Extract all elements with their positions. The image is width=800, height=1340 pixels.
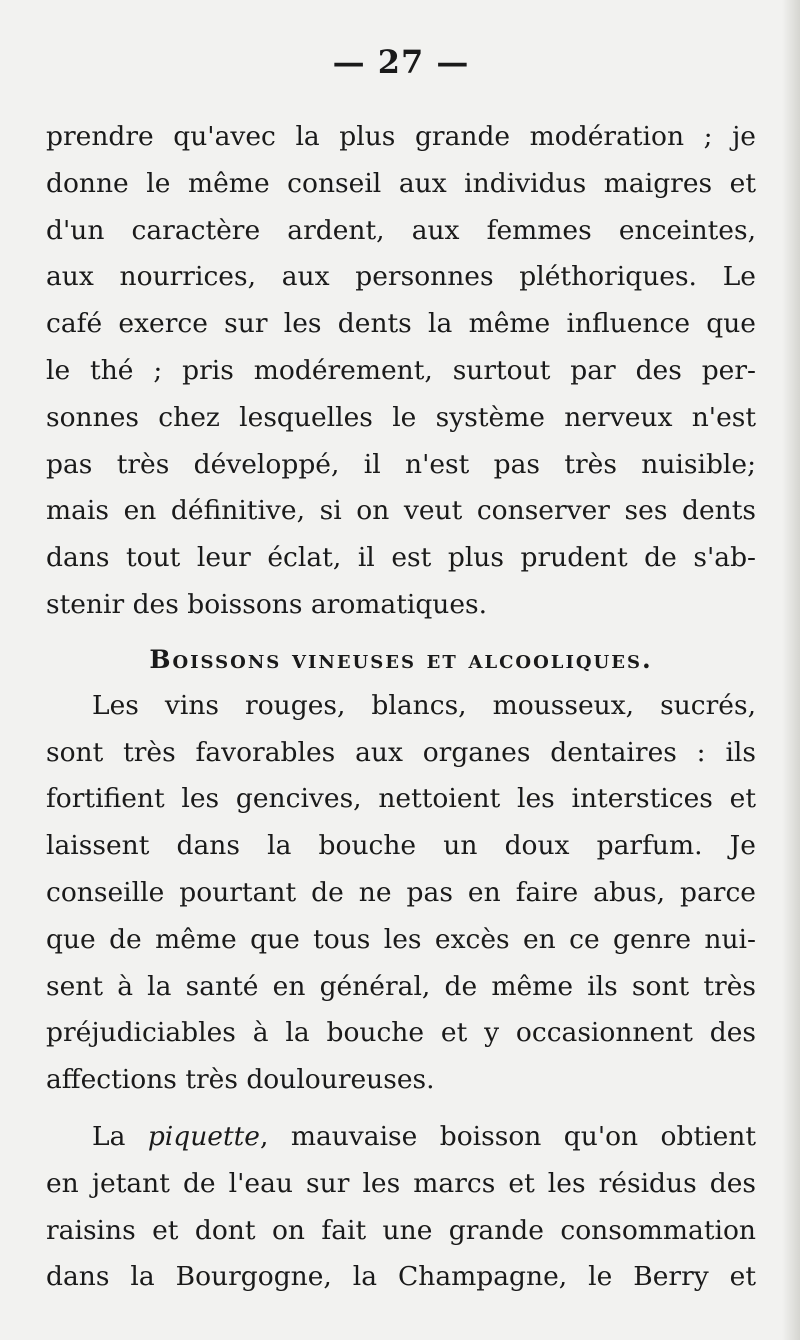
text-line: sent à la santé en général, de même ils sont très [46,970,756,1002]
text-line: café exerce sur les dents la même influence que [46,308,756,340]
page-number: — 27 — [332,43,470,81]
text-line: en jetant de l'eau sur les marcs et les résidus des [46,1167,756,1199]
text-line: aux nourrices, aux personnes pléthoriques. Le [46,261,756,293]
text-line: Les vins rouges, blancs, mousseux, sucrés, [92,689,756,721]
text-line: dans la Bourgogne, la Champagne, le Berry et [46,1261,756,1293]
text-line: que de même que tous les excès en ce genre nui- [46,923,756,955]
page-content [46,34,756,1301]
paragraph-gap [46,1104,756,1114]
text-lead: La [92,1120,148,1152]
text-line [46,1114,756,1161]
italic-term: piquette [147,1120,260,1152]
text-line: sont très favorables aux organes dentaires : ils [46,736,756,768]
text-line: raisins et dont on fait une grande consommation [46,1214,756,1246]
text-line: dans tout leur éclat, il est plus prudent de s'ab- [46,542,756,574]
page-edge-shadow [782,0,800,1340]
text-line: stenir des boissons aromatiques. [46,588,488,620]
text-rest: , mauvaise boisson qu'on obtient [259,1120,756,1152]
paragraph-wines [46,683,756,1104]
text-line: le thé ; pris modérement, surtout par des per- [46,354,756,386]
text-line: mais en définitive, si on veut conserver ses dents [46,495,756,527]
text-line: conseille pourtant de ne pas en faire abus, parce [46,876,756,908]
paragraph-coffee-advice [46,114,756,629]
paragraph-piquette [46,1114,756,1301]
text-line: préjudiciables à la bouche et y occasionnent des [46,1017,756,1049]
text-line: affections très douloureuses. [46,1064,435,1096]
text-line: laissent dans la bouche un doux parfum. Je [46,830,756,862]
text-line: prendre qu'avec la plus grande modération ; je [46,121,756,152]
text-line: sonnes chez lesquelles le système nerveux n'est [46,401,756,433]
text-line: fortifient les gencives, nettoient les interstices et [46,783,756,815]
section-heading: Boissons vineuses et alcooliques. [149,644,653,674]
text-line: d'un caractère ardent, aux femmes enceintes, [46,214,756,246]
text-line: donne le même conseil aux individus maigres et [46,167,756,199]
text-line: pas très développé, il n'est pas très nuisible; [46,448,756,480]
